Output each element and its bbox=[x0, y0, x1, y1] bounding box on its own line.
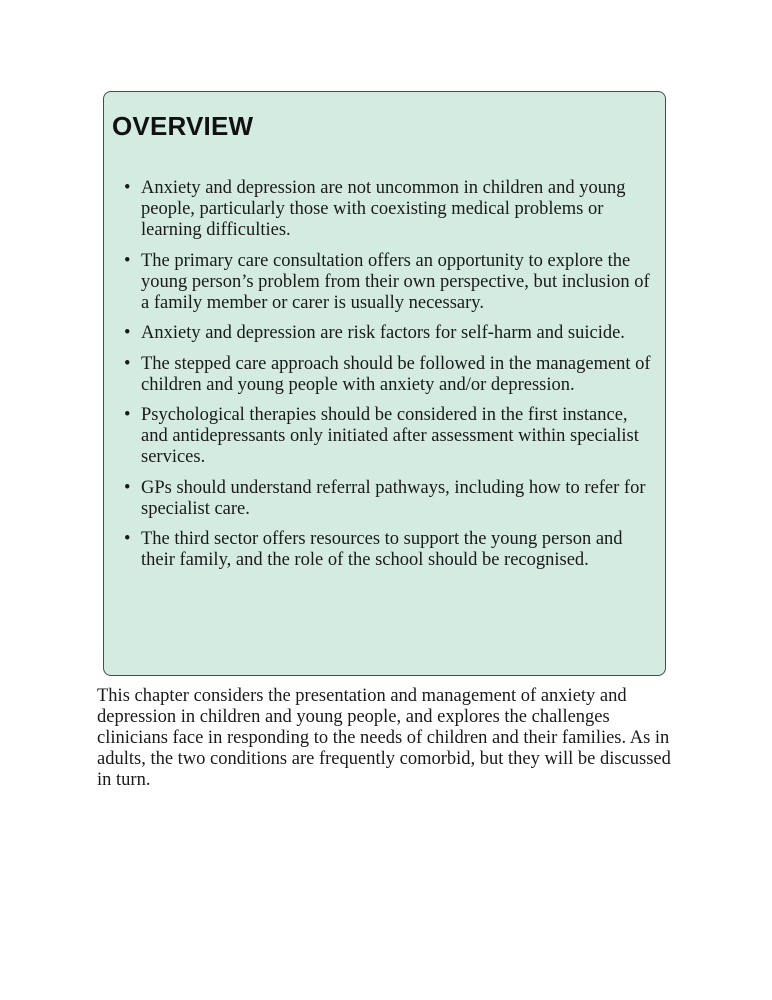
list-item-text: Anxiety and depression are risk factors for self-harm and suicide. bbox=[141, 323, 625, 343]
bullet-icon: • bbox=[124, 323, 131, 343]
bullet-icon: • bbox=[124, 405, 131, 425]
overview-title: OVERVIEW bbox=[112, 111, 254, 141]
list-item bbox=[124, 323, 654, 344]
bullet-icon: • bbox=[124, 250, 131, 271]
list-item bbox=[124, 178, 654, 241]
list-item-text: The third sector offers resources to support the young person and their family, and the role of the school should be recognised. bbox=[141, 529, 623, 570]
list-item-text: Anxiety and depression are not uncommon in children and young people, particularly those with coexisting medical problems or learning difficulties. bbox=[141, 178, 626, 240]
bullet-icon: • bbox=[124, 529, 131, 549]
list-item-text: GPs should understand referral pathways, including how to refer for specialist care. bbox=[141, 477, 646, 519]
intro-paragraph: This chapter considers the presentation and management of anxiety and depression in children and young people, and explores the challenges clinicians face in responding to the needs of children and their families. As in adults, the two conditions are frequently comorbid, but they will be discussed in turn. bbox=[97, 686, 671, 790]
overview-list bbox=[124, 178, 654, 581]
list-item-text: Psychological therapies should be considered in the first instance, and antidepressants only initiated after assessment within specialist services. bbox=[141, 405, 639, 467]
list-item bbox=[124, 405, 654, 468]
list-item bbox=[124, 529, 654, 571]
bullet-icon: • bbox=[124, 178, 131, 198]
bullet-icon: • bbox=[124, 477, 131, 498]
list-item bbox=[124, 354, 654, 396]
list-item bbox=[124, 478, 654, 520]
list-item-text: The stepped care approach should be followed in the management of children and young people with anxiety and/or depression. bbox=[141, 353, 651, 395]
overview-box bbox=[103, 91, 666, 676]
list-item bbox=[124, 251, 654, 314]
bullet-icon: • bbox=[124, 353, 131, 374]
list-item-text: The primary care consultation offers an opportunity to explore the young person’s problem from their own perspective, but inclusion of a family member or carer is usually necessary. bbox=[141, 250, 650, 313]
